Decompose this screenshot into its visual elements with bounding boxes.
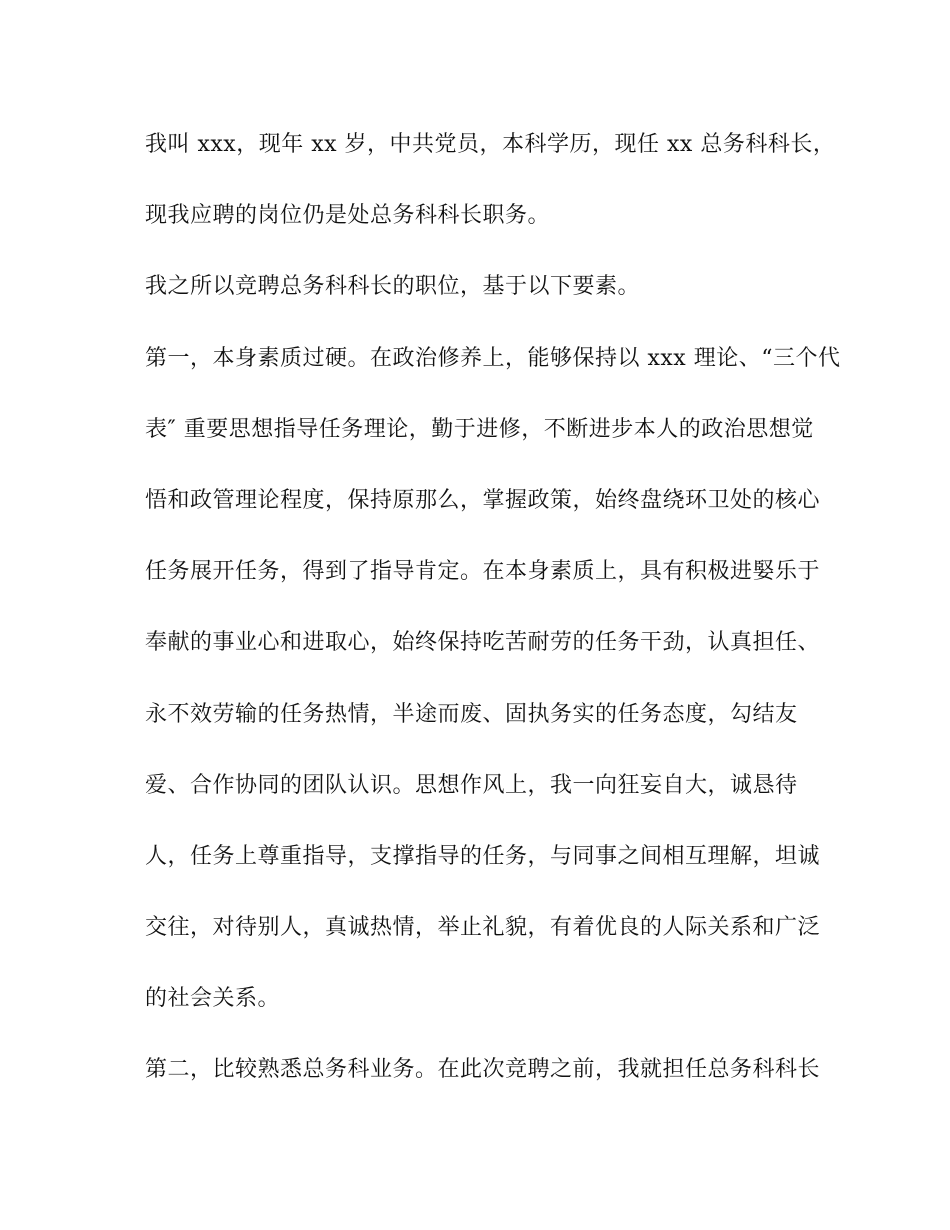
paragraph-line: 永不效劳输的任务热情，半途而废、固执务实的任务态度，勾结友 — [145, 702, 798, 727]
paragraph-line: 第二，比较熟悉总务科业务。在此次竞聘之前，我就担任总务科科长 — [145, 1057, 821, 1082]
paragraph-line: 我之所以竞聘总务科科长的职位，基于以下要素。 — [145, 274, 641, 299]
paragraph-line: 悟和政管理论程度，保持原那么，掌握政策，始终盘绕环卫处的核心 — [145, 488, 821, 513]
paragraph-line: 我叫 xxx，现年 xx 岁，中共党员，本科学历，现任 xx 总务科科长， — [145, 132, 836, 157]
paragraph-line: 的社会关系。 — [145, 986, 281, 1011]
paragraph-line: 任务展开任务，得到了指导肯定。在本身素质上，具有积极进婜乐于 — [145, 559, 821, 584]
paragraph-line: 第一，本身素质过硬。在政治修养上，能够保持以 xxx 理论、“三个代 — [145, 346, 841, 371]
paragraph-line: 爱、合作协同的团队认识。思想作风上，我一向狂妄自大，诚恳待 — [145, 773, 798, 798]
paragraph-line: 表″ 重要思想指导任务理论，勤于进修，不断进步本人的政治思想觉 — [145, 417, 814, 442]
paragraph-line: 奉献的事业心和进取心，始终保持吃苦耐劳的任务干劲，认真担任、 — [145, 630, 821, 655]
paragraph-line: 交往，对待别人，真诚热情，举止礼貌，有着优良的人际关系和广泛 — [145, 915, 821, 940]
paragraph-line: 人，任务上尊重指导，支撑指导的任务，与同事之间相互理解，坦诚 — [145, 844, 821, 869]
paragraph-line: 现我应聘的岗位仍是处总务科科长职务。 — [145, 203, 551, 228]
